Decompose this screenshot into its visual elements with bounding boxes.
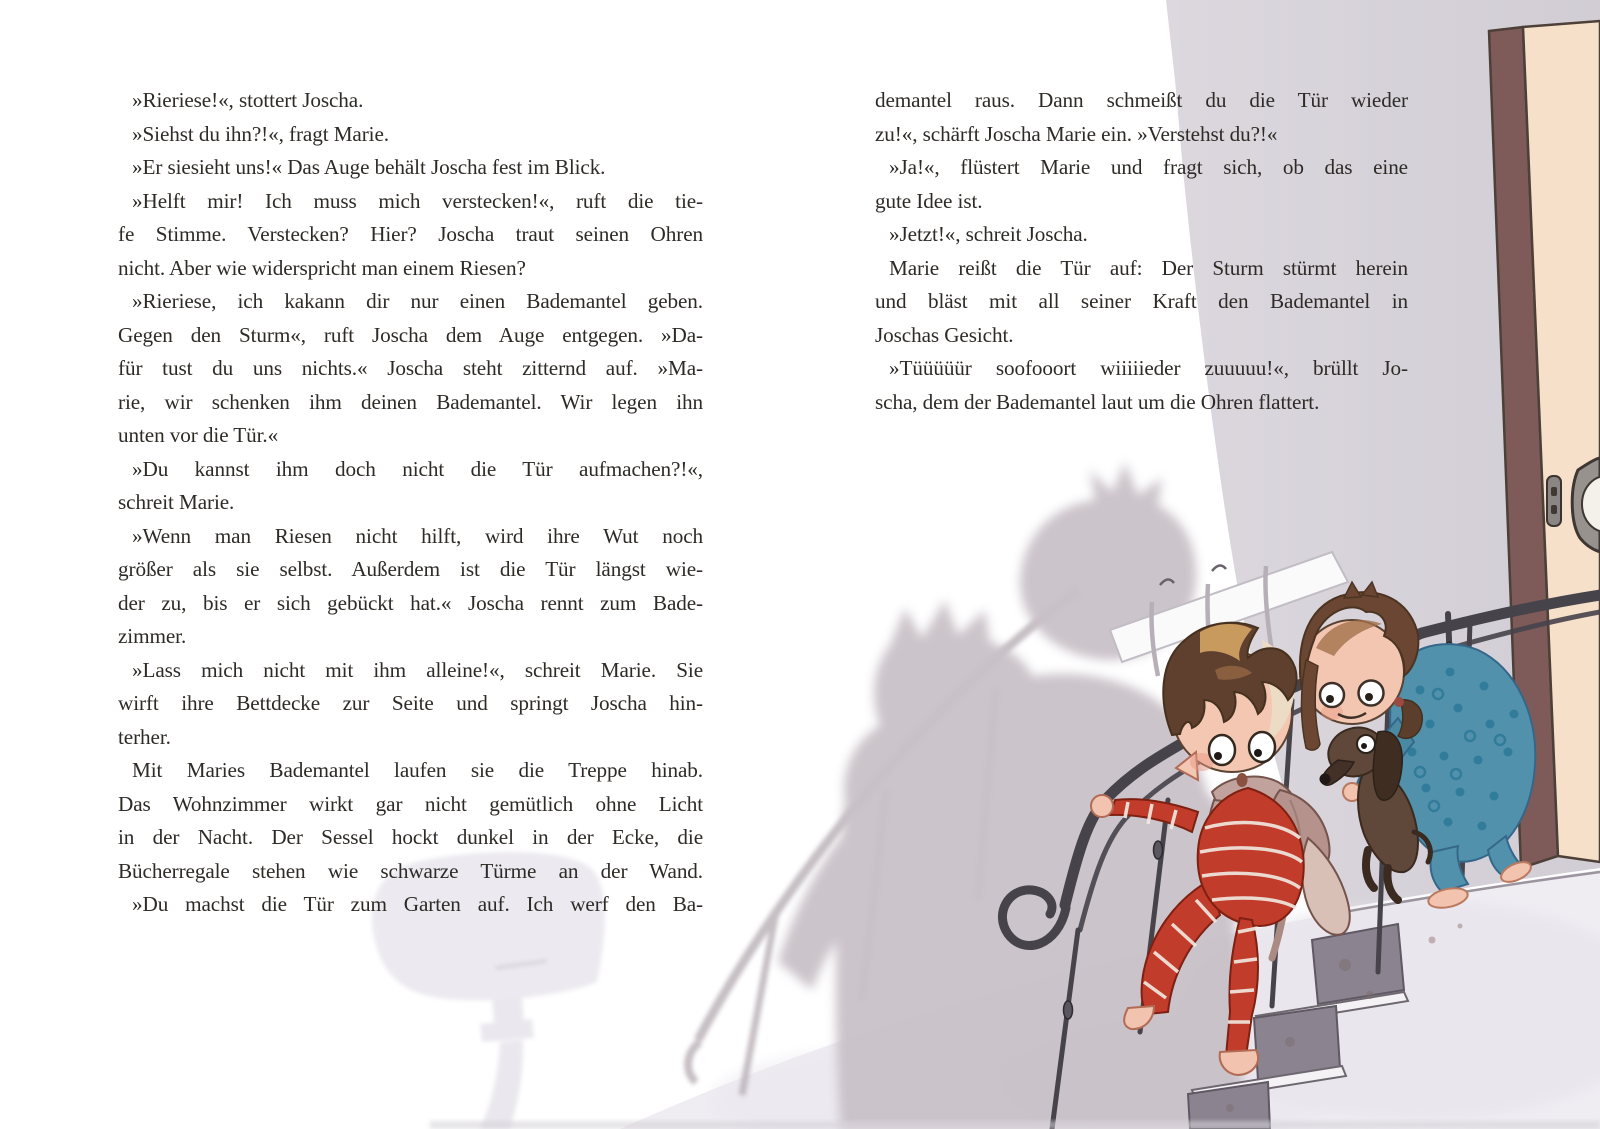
text-line: größer als sie selbst. Außerdem ist die Tür längst wie- [118,557,703,581]
text-line: wirft ihre Bettdecke zur Seite und springt Joscha hin- [118,691,703,715]
shadow-figures [778,462,1272,1129]
text-line: zimmer. [118,624,187,648]
text-line: terher. [118,724,171,749]
text-line: »Lass mich nicht mit ihm alleine!«, schreit Marie. Sie [132,657,703,682]
page-bottom-shade [430,1121,1600,1129]
text-line: »Jetzt!«, schreit Joscha. [889,222,1088,246]
text-line: demantel raus. Dann schmeißt du die Tür wieder [875,88,1408,112]
right-page-text [875,84,1408,419]
text-line: scha, dem der Bademantel laut um die Ohren flattert. [875,389,1320,414]
text-line: Marie reißt die Tür auf: Der Sturm stürmt herein [889,255,1408,280]
text-line: »Ja!«, flüstert Marie und fragt sich, ob das eine [889,155,1408,179]
text-line: der zu, bis er sich gebückt hat.« Joscha rennt zum Bade- [118,590,703,615]
text-line: zu!«, schärft Joscha Marie ein. »Verstehst du?!« [875,121,1278,146]
text-line: Joschas Gesicht. [875,322,1014,347]
text-line: »Du kannst ihm doch nicht die Tür aufmachen?!«, [132,456,703,481]
text-line: unten vor die Tür.« [118,423,279,447]
text-line: für tust du uns nichts.« Joscha steht zitternd auf. »Ma- [118,356,703,380]
left-page-text [118,84,703,922]
text-line: rie, wir schenken ihm deinen Bademantel. Wir legen ihn [118,389,703,414]
text-line: »Helft mir! Ich muss mich verstecken!«, ruft die tie- [132,188,703,213]
text-line: Mit Maries Bademantel laufen sie die Treppe hinab. [132,758,703,782]
text-line: schreit Marie. [118,490,235,514]
text-line: in der Nacht. Der Sessel hockt dunkel in der Ecke, die [118,825,703,849]
text-line: gute Idee ist. [875,188,983,213]
text-line: »Rieriese, ich kakann dir nur einen Bademantel geben. [132,289,703,313]
text-line: und bläst mit all seiner Kraft den Bademantel in [875,289,1408,313]
text-line: »Du machst die Tür zum Garten auf. Ich werf den Ba- [132,892,703,916]
text-line: »Tüüüüür soofooort wiiiiieder zuuuuu!«, brüllt Jo- [889,356,1408,380]
text-line: »Siehst du ihn?!«, fragt Marie. [132,121,389,146]
text-line: »Rieriese!«, stottert Joscha. [132,88,364,112]
text-line: Bücherregale stehen wie schwarze Türme an der Wand. [118,858,703,883]
text-line: Gegen den Sturm«, ruft Joscha dem Auge entgegen. »Da- [118,322,703,347]
text-line: nicht. Aber wie widerspricht man einem Riesen? [118,255,526,280]
door-latch [1547,476,1561,526]
text-line: »Wenn man Riesen nicht hilft, wird ihre Wut noch [132,523,703,548]
text-line: »Er siesieht uns!« Das Auge behält Joscha fest im Blick. [132,155,606,179]
text-line: Das Wohnzimmer wirkt gar nicht gemütlich ohne Licht [118,791,703,816]
text-line: fe Stimme. Verstecken? Hier? Joscha traut seinen Ohren [118,222,703,246]
